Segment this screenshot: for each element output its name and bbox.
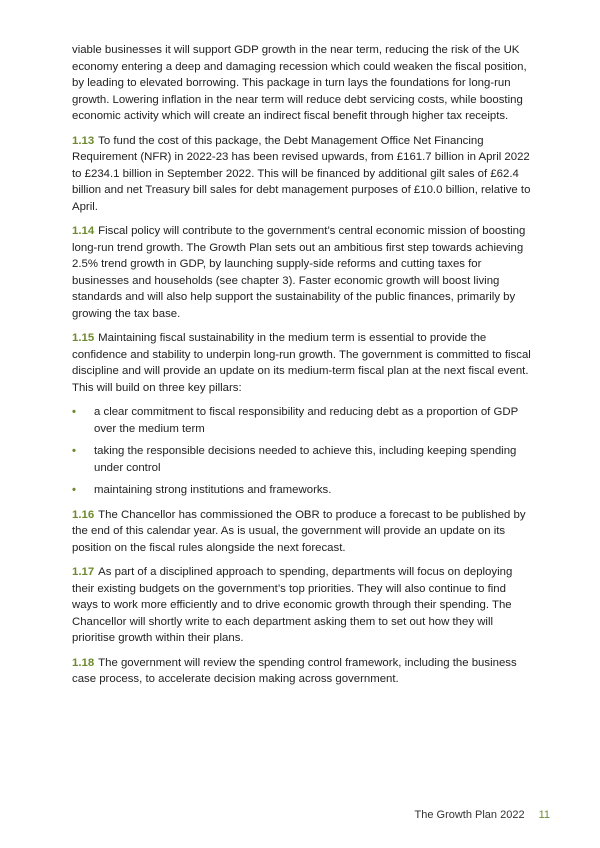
bullet-item xyxy=(72,443,534,476)
paragraph-1-13 xyxy=(72,133,534,216)
paragraph-number: 1.15 xyxy=(72,332,95,344)
paragraph-text: The Chancellor has commissioned the OBR to produce a forecast to be published by the end of this calendar year. As is usual, the government will provide an update on its position on the fiscal rules alongside the next forecast. xyxy=(72,508,526,554)
paragraph-number: 1.17 xyxy=(72,566,95,578)
bullet-icon: • xyxy=(72,406,76,418)
page-footer xyxy=(415,807,551,824)
bullet-item xyxy=(72,482,534,499)
bullet-item xyxy=(72,404,534,437)
bullet-icon: • xyxy=(72,445,76,457)
paragraph-1-14 xyxy=(72,223,534,322)
paragraph-text: viable businesses it will support GDP growth in the near term, reducing the risk of the UK economy entering a deep and damaging recession which could weaken the fiscal position, by leading to elevated borrowing. This package in turn lays the foundations for long-run growth. Lowering inflation in the near term will reduce debt servicing costs, while boosting economic activity which will create an indirect fiscal benefit through higher tax receipts. xyxy=(72,44,527,122)
paragraph-text: As part of a disciplined approach to spending, departments will focus on deploying their existing budgets on the government’s top priorities. They will also continue to find ways to work more efficiently and to drive economic growth through their spending. The Chancellor will shortly write to each department asking them to set out how they will prioritise growth within their plans. xyxy=(72,566,513,644)
page-body xyxy=(72,42,534,696)
document-title: The Growth Plan 2022 xyxy=(414,809,525,821)
paragraph-number: 1.18 xyxy=(72,656,95,669)
paragraph-number: 1.13 xyxy=(72,134,95,147)
bullet-text: maintaining strong institutions and frameworks. xyxy=(94,484,332,496)
page-number: 11 xyxy=(538,809,550,821)
paragraph-continued xyxy=(72,42,534,125)
paragraph-text: The government will review the spending control framework, including the business case process, to accelerate decision making across government. xyxy=(72,656,517,685)
paragraph-number: 1.14 xyxy=(72,225,95,237)
paragraph-1-17 xyxy=(72,564,534,647)
paragraph-number: 1.16 xyxy=(72,508,95,521)
paragraph-1-15 xyxy=(72,330,534,396)
paragraph-1-16 xyxy=(72,507,534,557)
paragraph-1-18 xyxy=(72,655,534,688)
paragraph-text: Maintaining fiscal sustainability in the medium term is essential to provide the confidence and stability to underpin long-run growth. The government is committed to fiscal discipline and will provide an update on its medium-term fiscal plan at the next fiscal event. This will build on three key pillars: xyxy=(72,332,531,394)
bullet-text: taking the responsible decisions needed to achieve this, including keeping spending under control xyxy=(94,445,517,474)
paragraph-text: Fiscal policy will contribute to the government’s central economic mission of boosting long-run trend growth. The Growth Plan sets out an ambitious first step towards achieving 2.5% trend growth in GDP, by launching supply-side reforms and cutting taxes for businesses and households (see chapter 3). Faster economic growth will boost living standards and will also help support the sustainability of the public finances, primarily by growing the tax base. xyxy=(72,225,526,320)
bullet-text: a clear commitment to fiscal responsibility and reducing debt as a proportion of GDP over the medium term xyxy=(94,406,518,435)
bullet-icon: • xyxy=(72,484,76,496)
paragraph-text: To fund the cost of this package, the Debt Management Office Net Financing Requirement (NFR) in 2022-23 has been revised upwards, from £161.7 billion in April 2022 to £234.1 billion in September 2022. This will be financed by additional gilt sales of £62.4 billion and net Treasury bill sales for debt management purposes of £10.0 billion, relative to April. xyxy=(72,134,531,213)
